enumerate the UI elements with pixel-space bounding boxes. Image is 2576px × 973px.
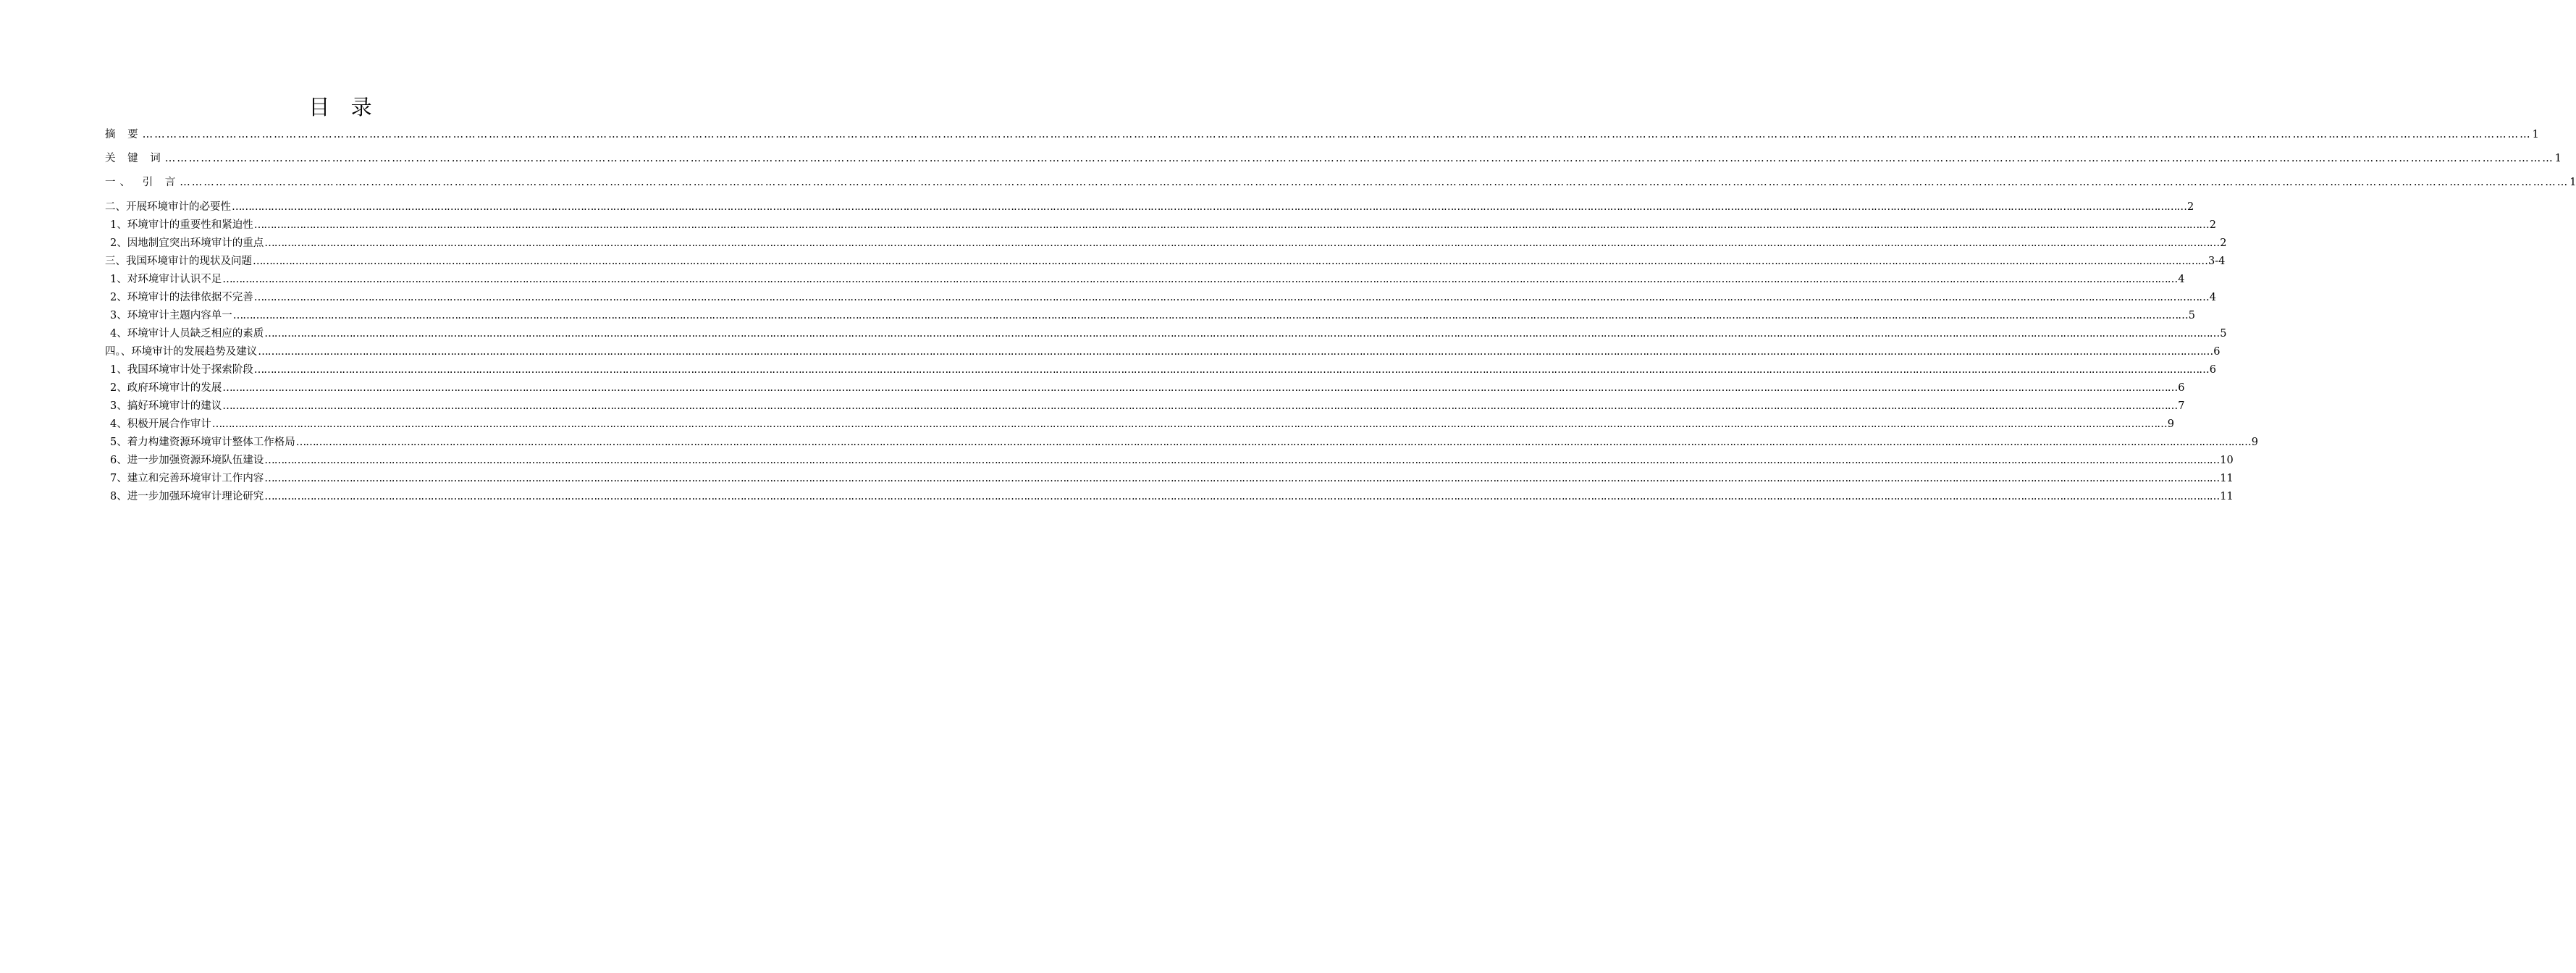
toc-entry-label: 6、进一步加强资源环境队伍建设 xyxy=(110,455,264,466)
toc-entry-4-7[interactable] xyxy=(110,471,2234,486)
toc-entry-label: 3、环境审计主题内容单一 xyxy=(110,310,232,321)
toc-entry-label: 二、开展环境审计的必要性 xyxy=(105,201,231,213)
toc-leader: …………………………………………………………………………………………………………………………………………………………………………………………………………………………………………………………………………………………………………………………………………………………………………………………………………………………………………………………………………………………………………………………………………………… xyxy=(211,418,2167,430)
toc-entry-label: 2、环境审计的法律依据不完善 xyxy=(110,292,253,303)
toc-entry-label: 摘 要 xyxy=(105,129,143,140)
toc-leader: …………………………………………………………………………………………………………………………………………………………………………………………………………………………………………………………………………………………………………………………………………………………………………………………………………………………………………………………………………………………………………………………………………………… xyxy=(232,201,2186,213)
toc-leader: …………………………………………………………………………………………………………………………………………………………………………………………………………………………………………………………………………………………………………………………………………………………………………………………………………………………………………………………………………………………………………………………………………………… xyxy=(264,455,2220,466)
toc-leader: …………………………………………………………………………………………………………………………………………………………………………………………………………………………………………………………………………………………………………………………………………………………………………………………………………………………………………………………………………………………………………………………………………………… xyxy=(264,328,2220,340)
toc-entry-label: 1、环境审计的重要性和紧迫性 xyxy=(110,219,253,231)
toc-entry-4-5[interactable] xyxy=(110,435,2258,450)
toc-leader: …………………………………………………………………………………………………………………………………………………………………………………………………………………………………………………………………………………………………………………………………………………………………………………………………………………………………………………………………………………………………………………………………………………… xyxy=(258,346,2213,358)
toc-page-number: 5 xyxy=(2188,310,2195,321)
toc-entry-2-1[interactable] xyxy=(110,218,2216,232)
toc-leader: …………………………………………………………………………………………………………………………………………………………………………………………………………………………………………………………………………………………………………………………………………………………………………………………………………………………………………………………………………………………………………………………………………………… xyxy=(264,491,2220,502)
toc-entry-4-1[interactable] xyxy=(110,363,2216,377)
toc-page-number: 3-4 xyxy=(2208,256,2226,267)
toc-entry-section-4[interactable] xyxy=(105,345,2221,359)
toc-page-number: 2 xyxy=(2187,201,2194,213)
toc-leader: …………………………………………………………………………………………………………………………………………………………………………………………………………………………………………………………………………………………………………………………………………………………………………………………………………………………………………………………………………………………………………………………………………………… xyxy=(253,292,2209,303)
toc-leader: …………………………………………………………………………………………………………………………………………………………………………………………………………………………………………………………………………………………………………………………………………………………………………………………………………………………………………………………………………………………………………………………………………………… xyxy=(222,274,2178,285)
toc-entry-4-4[interactable] xyxy=(110,417,2174,431)
toc-entry-label: 4、积极开展合作审计 xyxy=(110,418,211,430)
toc-page-number: 1 xyxy=(2569,177,2576,188)
toc-leader: …………………………………………………………………………………………………………………………………………………………………………………………………………………………………………………………………………………………………………………………………………………………………………………………………………………………………………………………………………………………………………………………………………………… xyxy=(142,129,2532,140)
toc-leader: …………………………………………………………………………………………………………………………………………………………………………………………………………………………………………………………………………………………………………………………………………………………………………………………………………………………………………………………………………………………………………………………………………………… xyxy=(264,237,2220,249)
toc-entry-label: 8、进一步加强环境审计理论研究 xyxy=(110,491,264,502)
toc-page-number: 2 xyxy=(2209,219,2216,231)
toc-page-number: 9 xyxy=(2167,418,2174,430)
toc-leader: …………………………………………………………………………………………………………………………………………………………………………………………………………………………………………………………………………………………………………………………………………………………………………………………………………………………………………………………………………………………………………………………………………………… xyxy=(253,256,2207,267)
toc-entry-label: 1、对环境审计认识不足 xyxy=(110,274,222,285)
toc-entry-3-3[interactable] xyxy=(110,308,2195,323)
toc-page-number: 6 xyxy=(2178,382,2185,394)
toc-leader: …………………………………………………………………………………………………………………………………………………………………………………………………………………………………………………………………………………………………………………………………………………………………………………………………………………………………………………………………………………………………………………………………………………… xyxy=(253,219,2209,231)
toc-entry-label: 四。、环境审计的发展趋势及建议 xyxy=(105,346,258,358)
toc-page-number: 9 xyxy=(2251,437,2258,448)
toc-entry-4-2[interactable] xyxy=(110,381,2185,395)
toc-entry-label: 7、建立和完善环境审计工作内容 xyxy=(110,473,264,484)
toc-leader: …………………………………………………………………………………………………………………………………………………………………………………………………………………………………………………………………………………………………………………………………………………………………………………………………………………………………………………………………………………………………………………………………………………… xyxy=(164,153,2554,164)
toc-entry-3-2[interactable] xyxy=(110,290,2216,305)
toc-page-number: 11 xyxy=(2220,473,2234,484)
toc-entry-keywords[interactable] xyxy=(105,151,2562,166)
toc-entry-4-3[interactable] xyxy=(110,399,2185,413)
toc-leader: …………………………………………………………………………………………………………………………………………………………………………………………………………………………………………………………………………………………………………………………………………………………………………………………………………………………………………………………………………………………………………………………………………………… xyxy=(253,364,2209,376)
toc-entry-section-3[interactable] xyxy=(105,254,2226,269)
toc-entry-label: 5、着力构建资源环境审计整体工作格局 xyxy=(110,437,295,448)
toc-entry-3-1[interactable] xyxy=(110,272,2185,287)
toc-entry-introduction[interactable] xyxy=(105,175,2576,190)
toc-entry-label: 关 键 词 xyxy=(105,153,165,164)
toc-page-number: 5 xyxy=(2220,328,2227,340)
toc-leader: …………………………………………………………………………………………………………………………………………………………………………………………………………………………………………………………………………………………………………………………………………………………………………………………………………………………………………………………………………………………………………………………………………………… xyxy=(222,400,2178,412)
toc-entry-label: 三、我国环境审计的现状及问题 xyxy=(105,256,252,267)
toc-leader: …………………………………………………………………………………………………………………………………………………………………………………………………………………………………………………………………………………………………………………………………………………………………………………………………………………………………………………………………………………………………………………………………………………… xyxy=(180,177,2569,188)
toc-entry-2-2[interactable] xyxy=(110,236,2227,250)
toc-page-number: 4 xyxy=(2209,292,2216,303)
toc-entry-abstract[interactable] xyxy=(105,127,2539,142)
toc-entry-4-8[interactable] xyxy=(110,489,2234,504)
toc-leader: …………………………………………………………………………………………………………………………………………………………………………………………………………………………………………………………………………………………………………………………………………………………………………………………………………………………………………………………………………………………………………………………………………………… xyxy=(295,437,2251,448)
toc-title: 目 录 xyxy=(308,95,379,119)
toc-leader: …………………………………………………………………………………………………………………………………………………………………………………………………………………………………………………………………………………………………………………………………………………………………………………………………………………………………………………………………………………………………………………………………………………… xyxy=(232,310,2188,321)
toc-page-number: 10 xyxy=(2220,455,2234,466)
toc-entry-section-2[interactable] xyxy=(105,200,2194,214)
toc-entry-3-4[interactable] xyxy=(110,327,2227,341)
toc-page-number: 4 xyxy=(2178,274,2185,285)
toc-page-number: 11 xyxy=(2220,491,2234,502)
toc-leader: …………………………………………………………………………………………………………………………………………………………………………………………………………………………………………………………………………………………………………………………………………………………………………………………………………………………………………………………………………………………………………………………………………………… xyxy=(264,473,2220,484)
toc-leader: …………………………………………………………………………………………………………………………………………………………………………………………………………………………………………………………………………………………………………………………………………………………………………………………………………………………………………………………………………………………………………………………………………………… xyxy=(222,382,2178,394)
toc-page-number: 7 xyxy=(2178,400,2185,412)
toc-entry-label: 2、政府环境审计的发展 xyxy=(110,382,222,394)
toc-entry-4-6[interactable] xyxy=(110,453,2234,468)
toc-page-number: 2 xyxy=(2220,237,2227,249)
toc-page-number: 1 xyxy=(2532,129,2539,140)
toc-entry-label: 3、搞好环境审计的建议 xyxy=(110,400,222,412)
toc-entry-label: 1、我国环境审计处于探索阶段 xyxy=(110,364,253,376)
toc-entry-label: 一、 引 言 xyxy=(105,177,180,188)
toc-page-number: 6 xyxy=(2213,346,2221,358)
toc-entry-label: 2、因地制宜突出环境审计的重点 xyxy=(110,237,264,249)
toc-page-number: 1 xyxy=(2554,153,2562,164)
toc-page-number: 6 xyxy=(2209,364,2216,376)
toc-entry-label: 4、环境审计人员缺乏相应的素质 xyxy=(110,328,264,340)
